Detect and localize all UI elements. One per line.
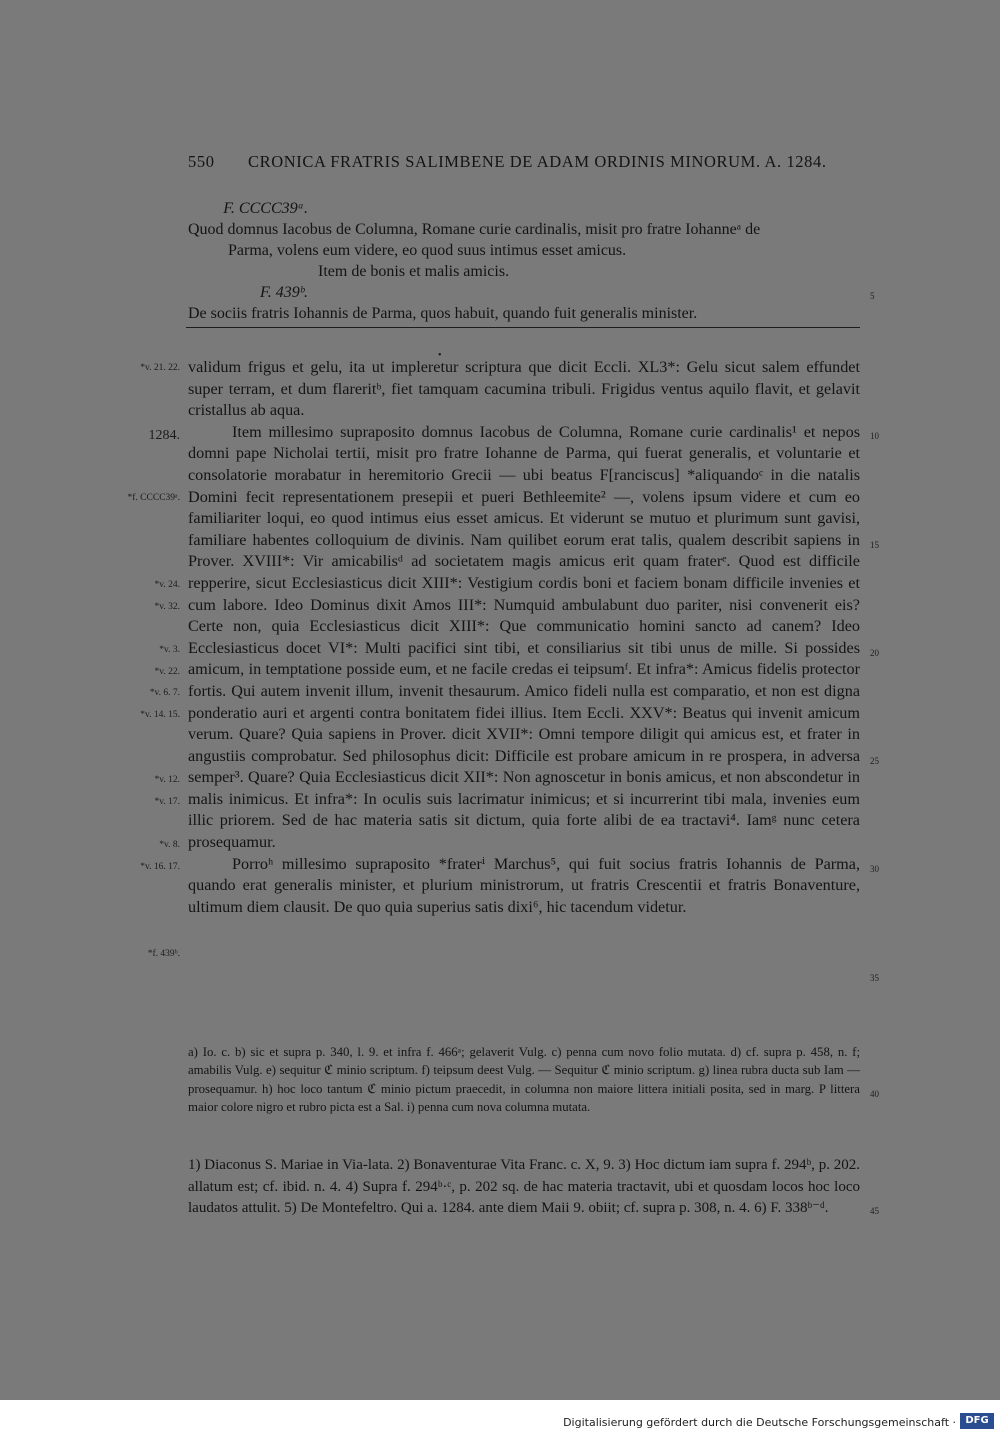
margin-ref: *v. 16. 17. bbox=[140, 862, 180, 872]
summary-entry bbox=[188, 261, 863, 282]
line-number: 30 bbox=[870, 864, 879, 874]
line-number: 10 bbox=[870, 431, 879, 441]
summary-text: Quod domnus Iacobus de Columna, Romane curie cardinalis, misit pro fratre Iohanneᵃ de Parma, volens eum videre, eo quod suus intimus esset amicus. bbox=[188, 221, 761, 259]
margin-ref: *v. 8. bbox=[159, 840, 180, 850]
line-number: 40 bbox=[870, 1089, 879, 1099]
margin-ref: *v. 22. bbox=[154, 667, 180, 677]
margin-ref: *v. 12. bbox=[154, 775, 180, 785]
running-title: CRONICA FRATRIS SALIMBENE DE ADAM ORDINIS MINORUM. A. 1284. bbox=[248, 152, 827, 171]
paragraph: Porroʰ millesimo supraposito *fraterⁱ Marchus⁵, qui fuit socius fratris Iohannis de Parma, quando erat generalis minister, et plurium ministrorum, ut fratris Crescentii et fratris Bonaventure, ultimum diem clausit. De quo quia superius satis dixi⁶, hic tacendum videtur. bbox=[188, 854, 860, 916]
margin-ref: *v. 24. bbox=[154, 580, 180, 590]
summary-entry bbox=[188, 282, 863, 324]
separator-rule bbox=[186, 327, 860, 328]
funding-banner bbox=[0, 1400, 1000, 1434]
line-number: 45 bbox=[870, 1206, 879, 1216]
chapter-summary bbox=[188, 198, 863, 324]
paragraph: Item millesimo supraposito domnus Iacobus de Columna, Romane curie cardinalis¹ et nepos domni pape Nicholai tertii, misit pro fratre Iohanne de Parma, qui fuerat generalis, et voluntarie et consolatorie morabatur in heremitorio Grecii — ubi beatus F[ranciscus] *aliquandoᶜ in die natalis Domini fecit representationem presepii et pueri Bethleemite² —, volens ipsum videre et cum eo familiariter loqui, eo quod intimus eius esset amicus. Et viderunt se mutuo et plurimum sunt gavisi, familiare habentes colloquium de divinis. Nam quilibet eorum erat talis, qualem describit sapiens in Prover. XVIII*: Vir amicabilisᵈ ad societatem magis amicus erit quam fraterᵉ. Quod est difficile repperire, sicut Ecclesiasticus dicit XIII*: Vestigium cordis boni et faciem bonam difficile invenies et cum labore. Ideo Dominus dixit Amos III*: Numquid ambulabunt duo pariter, nisi convenerit eis? Certe non, quia Ecclesiasticus dicit XIII*: Que communicatio homini sancto ad canem? Ideo Ecclesiasticus docet VI*: Multi pacifici sint tibi, et consiliarius sit tibi unus de mille. Si possides amicum, in temptatione posside eum, et ne facile credas ei teipsumᶠ. Et infra*: Amicus fidelis protector fortis. Qui autem invenit illum, invenit thesaurum. Amico fideli nulla est comparatio, et non est digna ponderatio auri et argenti contra bonitatem fidei illius. Item Eccli. XXV*: Beatus qui invenit amicum verum. Quare? Quia sapiens in Prover. dicit XVII*: Omni tempore diligit qui amicus est, et frater in angustiis comprobatur. Sed philosophus dicit: Difficile est probare amicum in re prospera, in adversa semper³. Quare? Quia Ecclesiasticus dicit XII*: Non agnoscetur in bonis amicus, et non abscondetur in malis inimicus. Et infra*: In oculis suis lacrimatur inimicus; et si incurrerint tibi mala, invenies eum illic priorem. Sed de hac materia satis sit dictum, quia forte alibi de ea tractavi⁴. Iamᵍ nunc cetera prosequamur. bbox=[188, 422, 860, 852]
line-number: 5 bbox=[870, 291, 875, 301]
funding-text: Digitalisierung gefördert durch die Deutsche Forschungsgemeinschaft · bbox=[563, 1416, 956, 1429]
critical-apparatus: a) Io. c. b) sic et supra p. 340, l. 9. et infra f. 466ᵃ; gelaverit Vulg. c) penna cum novo folio mutata. d) cf. supra p. 458, n. f; amabilis Vulg. e) sequitur ℭ minio scriptum. f) teipsum deest Vulg. — Sequitur ℭ minio scriptum. g) linea rubra ducta sub Iam — prosequamur. h) hoc loco tantum ℭ minio pictum praecedit, in columna non maiore littera initiali posita, sed in marg. P littera maior colore nigro et rubro picta est a Sal. i) penna cum nova columna mutata. bbox=[188, 1045, 860, 1115]
summary-entry bbox=[188, 198, 863, 261]
margin-year: 1284. bbox=[148, 428, 180, 443]
dfg-logo: DFG bbox=[960, 1413, 994, 1429]
separator-dot: • bbox=[438, 350, 442, 361]
margin-ref: *v. 6. 7. bbox=[149, 688, 180, 698]
margin-ref: *f. 439ᵇ. bbox=[147, 949, 180, 959]
line-number: 15 bbox=[870, 540, 879, 550]
footnotes: 1) Diaconus S. Mariae in Via-lata. 2) Bonaventurae Vita Franc. c. X, 9. 3) Hoc dictum iam supra f. 294ᵇ, p. 202. allatum est; cf. ibid. n. 4. 4) Supra f. 294ᵇ·ᶜ, p. 202 sq. de hac materia tractavit, ubi et quosdam locos hoc loco laudatos attulit. 5) De Montefeltro. Qui a. 1284. ante diem Maii 9. obiit; cf. supra p. 308, n. 4. 6) F. 338ᵇ⁻ᵈ. bbox=[188, 1157, 860, 1216]
margin-ref: *v. 17. bbox=[154, 797, 180, 807]
paragraph: validum frigus et gelu, ita ut impleretur scriptura que dicit Eccli. XL3*: Gelu sicut salem effundet super terram, et dum flareritᵇ, fiet tamquam cacumina tribuli. Frigidus ventus aquilo flavit, et gelavit cristallus ab aqua. bbox=[188, 358, 860, 420]
margin-ref: *f. CCCC39ᵃ. bbox=[127, 493, 180, 503]
line-number: 35 bbox=[870, 973, 879, 983]
margin-ref: *v. 21. 22. bbox=[140, 363, 180, 373]
margin-ref: *v. 14. 15. bbox=[140, 710, 180, 720]
folio-ref: F. 439ᵇ. bbox=[259, 284, 308, 301]
summary-text: Item de bonis et malis amicis. bbox=[318, 263, 510, 280]
summary-text: De sociis fratris Iohannis de Parma, quos habuit, quando fuit generalis minister. bbox=[188, 305, 698, 322]
line-number: 25 bbox=[870, 756, 879, 766]
margin-ref: *v. 3. bbox=[159, 645, 180, 655]
folio-ref: F. CCCC39ᵃ. bbox=[223, 200, 308, 217]
margin-ref: *v. 32. bbox=[154, 602, 180, 612]
line-number: 20 bbox=[870, 648, 879, 658]
page-number: 550 bbox=[188, 152, 215, 171]
main-text bbox=[188, 357, 860, 918]
